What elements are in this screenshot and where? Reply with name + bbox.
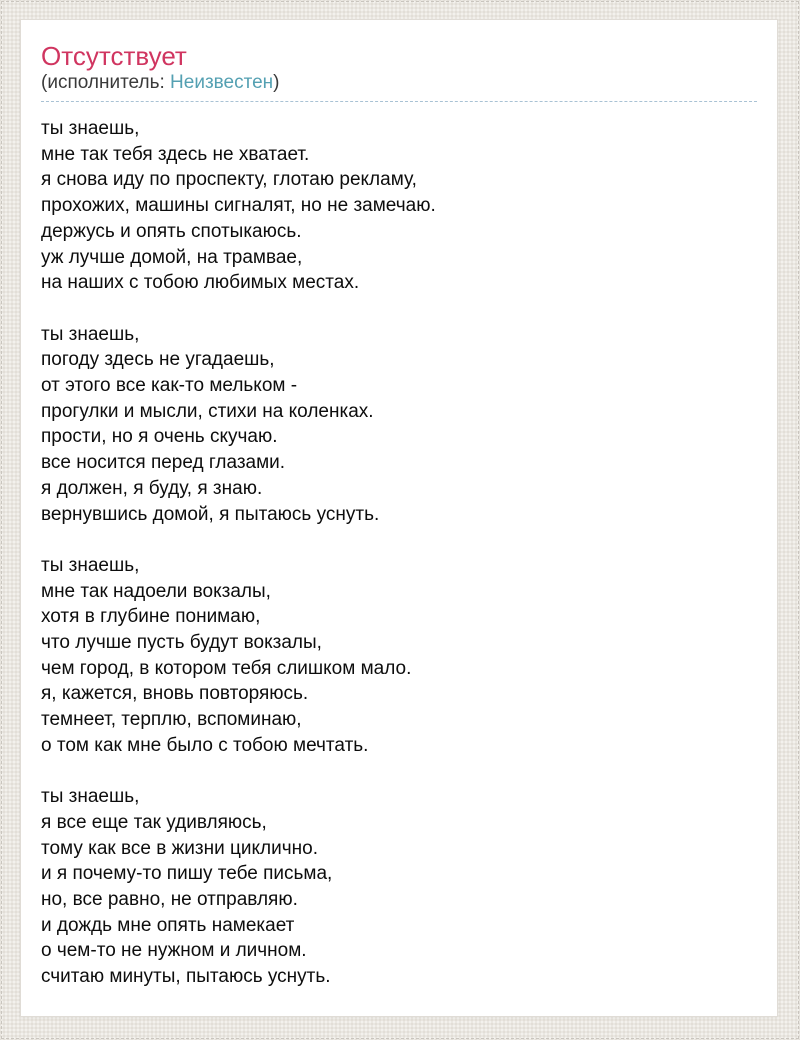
lyrics-card (20, 19, 778, 1017)
lyric-line: что лучше пусть будут вокзалы, (41, 632, 322, 654)
lyric-stanza (41, 553, 757, 759)
lyric-line: прохожих, машины сигналят, но не замечаю. (41, 195, 436, 217)
lyric-line: все носится перед глазами. (41, 452, 286, 474)
lyric-line: от этого все как-то мельком - (41, 375, 298, 397)
lyric-line: прогулки и мысли, стихи на коленках. (41, 400, 374, 422)
lyric-line: мне так тебя здесь не хватает. (41, 143, 310, 165)
lyric-line: чем город, в котором тебя слишком мало. (41, 657, 412, 679)
lyric-line: но, все равно, не отправляю. (41, 889, 298, 911)
lyric-stanza (41, 116, 757, 296)
lyric-line: ты знаешь, (41, 118, 140, 139)
lyric-line: я все еще так удивляюсь, (41, 811, 267, 833)
lyric-line: о том как мне было с тобою мечтать. (41, 734, 369, 756)
lyric-line: считаю минуты, пытаюсь уснуть. (41, 966, 331, 988)
lyric-line: я снова иду по проспекту, глотаю рекламу, (41, 169, 417, 191)
artist-label-prefix: (исполнитель: (41, 72, 171, 93)
lyric-line: и я почему-то пишу тебе письма, (41, 863, 333, 885)
lyric-line: я, кажется, вновь повторяюсь. (41, 683, 309, 705)
lyric-stanza (41, 322, 757, 528)
artist-line (41, 72, 757, 101)
lyric-line: и дождь мне опять намекает (41, 914, 295, 936)
lyric-line: уж лучше домой, на трамвае, (41, 246, 303, 268)
artist-label-suffix: ) (273, 72, 280, 93)
lyric-line: ты знаешь, (41, 554, 140, 576)
artist-link[interactable]: Неизвестен (170, 72, 274, 93)
lyric-line: тому как все в жизни циклично. (41, 837, 318, 859)
lyric-line: ты знаешь, (41, 786, 140, 808)
lyric-line: погоду здесь не угадаешь, (41, 349, 275, 371)
lyric-line: хотя в глубине понимаю, (41, 606, 261, 628)
song-title: Отсутствует (41, 41, 187, 71)
lyric-line: держусь и опять спотыкаюсь. (41, 220, 302, 242)
lyric-line: темнеет, терплю, вспоминаю, (41, 709, 302, 731)
lyric-line: мне так надоели вокзалы, (41, 580, 271, 602)
lyric-line: о чем-то не нужном и личном. (41, 940, 307, 962)
lyric-line: вернувшись домой, я пытаюсь уснуть. (41, 503, 380, 525)
song-header (41, 20, 757, 102)
lyrics (41, 116, 757, 990)
lyric-line: на наших с тобою любимых местах. (41, 272, 360, 294)
lyric-line: я должен, я буду, я знаю. (41, 477, 263, 499)
lyric-line: прости, но я очень скучаю. (41, 426, 278, 448)
lyric-line: ты знаешь, (41, 323, 140, 345)
lyric-stanza (41, 784, 757, 990)
dashed-separator (41, 101, 757, 102)
